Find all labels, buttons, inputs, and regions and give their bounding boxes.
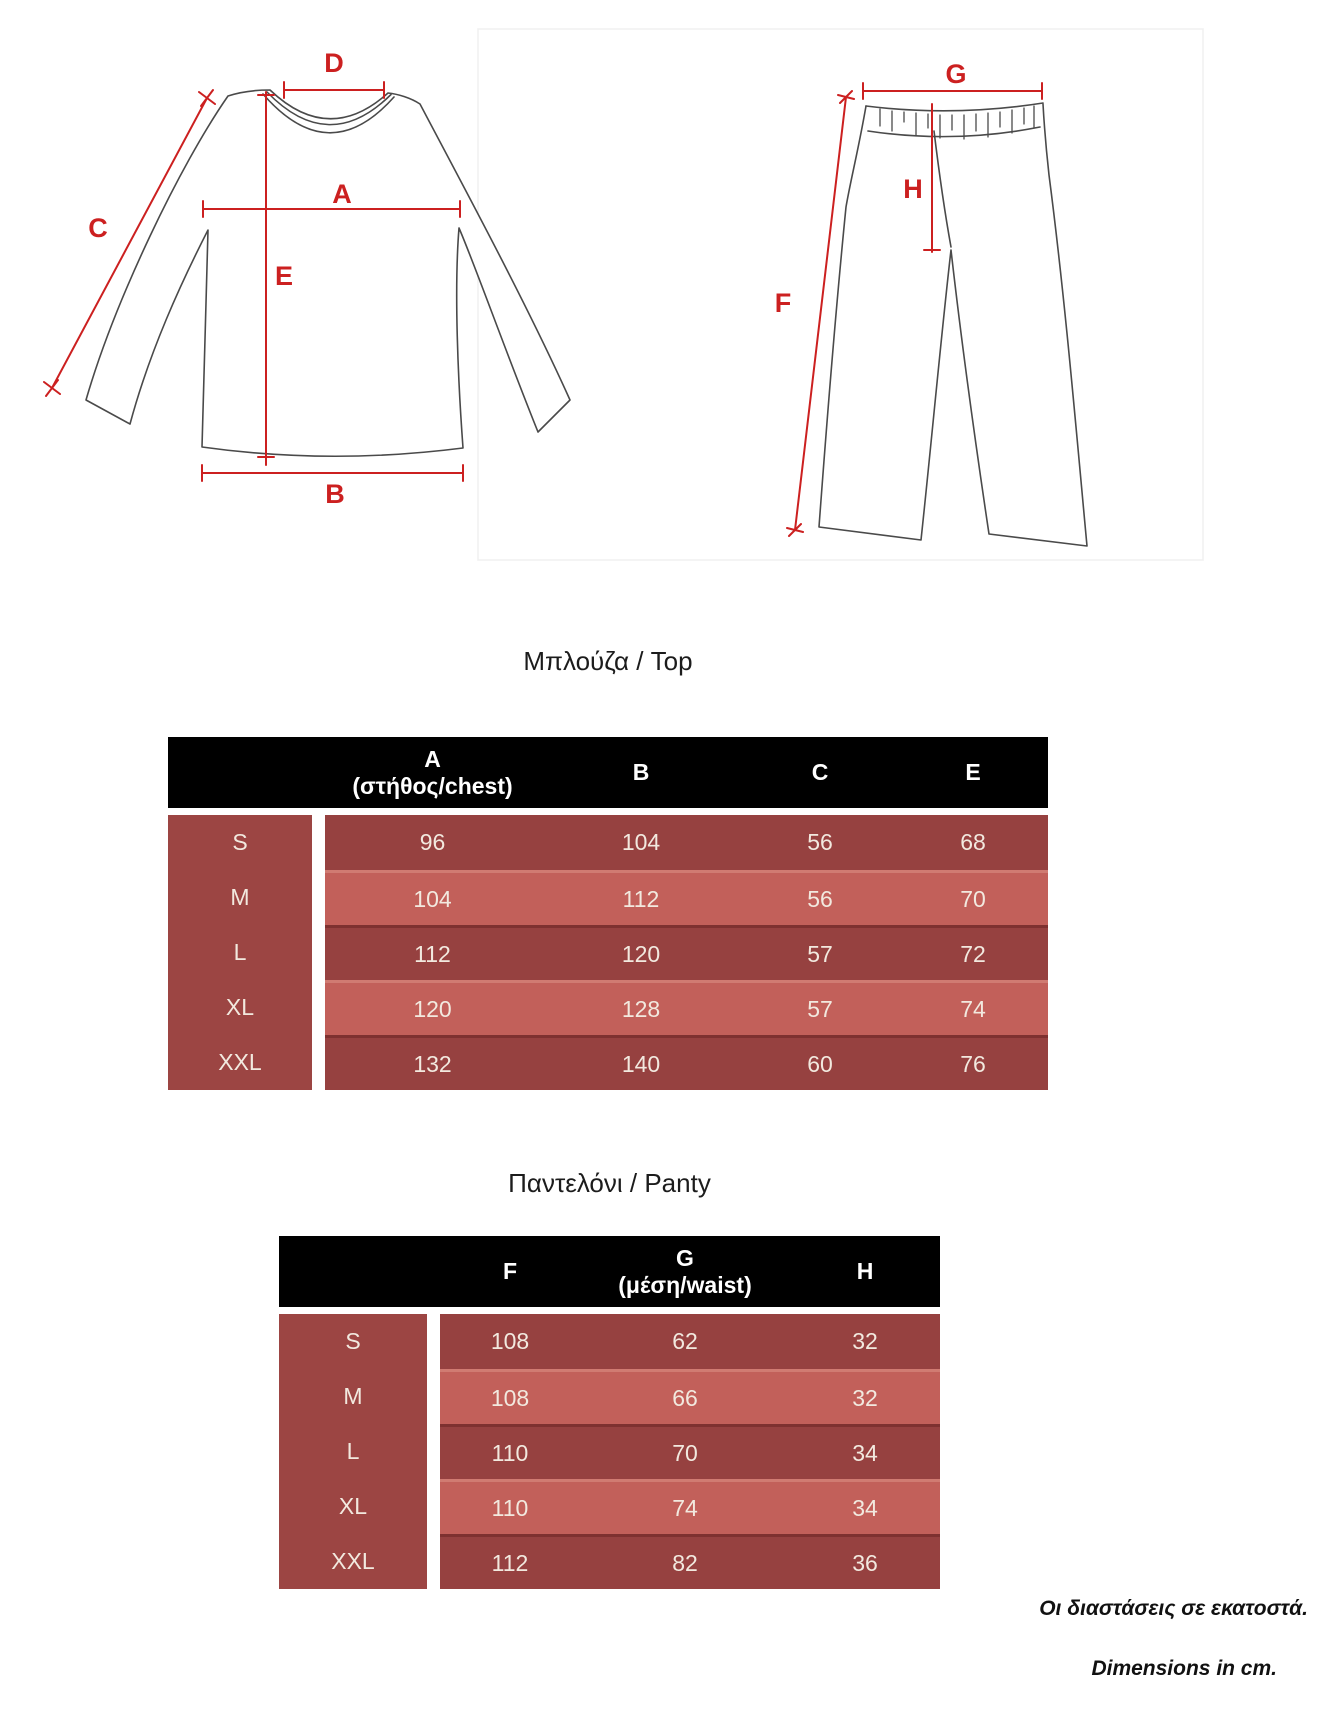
panty-size-table [279, 1236, 940, 1589]
cell-h: 36 [852, 1549, 878, 1576]
table-row [325, 870, 1048, 925]
measure-label-c: C [88, 213, 108, 243]
shirt-outline [86, 90, 570, 456]
cell-e: 68 [960, 829, 986, 855]
measure-line-d [284, 82, 384, 98]
top-header-col-a-sub: (στήθος/chest) [352, 772, 513, 799]
cell-c: 60 [807, 1050, 833, 1077]
measure-label-g: G [945, 59, 967, 89]
cell-a: 120 [413, 995, 452, 1022]
table-row [325, 980, 1048, 1035]
panty-table-title: Παντελόνι / Panty [508, 1168, 711, 1198]
garment-diagrams [0, 0, 1333, 660]
pants-outline [819, 104, 1087, 546]
top-header-col-a [325, 737, 540, 808]
cell-f: 110 [491, 1494, 529, 1521]
cell-b: 128 [621, 995, 661, 1022]
cell-h: 34 [852, 1494, 878, 1521]
cell-h: 32 [852, 1384, 878, 1411]
top-table-body [325, 815, 1048, 1090]
cell-f: 108 [490, 1384, 530, 1411]
cell-c: 57 [807, 940, 833, 967]
cell-a: 112 [414, 940, 451, 967]
cell-e: 70 [960, 885, 986, 912]
size-label: XL [225, 994, 255, 1020]
measure-label-e: E [274, 261, 294, 291]
panty-table-body [440, 1314, 940, 1589]
top-header-col-c [742, 737, 898, 808]
size-label: XXL [218, 1049, 262, 1075]
top-header-col-e [898, 737, 1048, 808]
table-row [440, 1479, 940, 1534]
cell-g: 82 [672, 1549, 698, 1576]
top-header-col-e-letter: E [965, 759, 981, 785]
measure-label-b: B [325, 479, 345, 509]
table-row [325, 1035, 1048, 1090]
cell-g: 74 [672, 1494, 698, 1521]
measure-label-f: F [774, 288, 792, 318]
cell-e: 74 [960, 995, 986, 1022]
cell-f: 112 [491, 1549, 529, 1576]
cell-h: 34 [852, 1439, 878, 1466]
cell-b: 120 [621, 940, 661, 967]
cell-e: 72 [960, 940, 986, 967]
table-row [440, 1314, 940, 1369]
panty-header-col-g-letter: G [676, 1244, 694, 1271]
panty-header-col-h-letter: H [856, 1258, 874, 1284]
cell-b: 104 [621, 829, 661, 855]
cell-a: 104 [413, 885, 452, 912]
size-label: S [345, 1328, 361, 1354]
cell-a: 96 [419, 829, 446, 855]
cell-c: 57 [807, 995, 833, 1022]
panty-table-header [279, 1236, 940, 1307]
top-table-header [168, 737, 1048, 808]
top-size-table [168, 737, 1048, 1090]
cell-f: 108 [490, 1328, 530, 1354]
cell-g: 62 [672, 1328, 698, 1354]
table-row [325, 925, 1048, 980]
cell-b: 112 [622, 885, 660, 912]
panty-header-col-g [580, 1236, 790, 1307]
cell-f: 110 [491, 1439, 529, 1466]
top-header-col-a-letter: A [424, 745, 441, 772]
top-size-column [168, 815, 312, 1090]
cell-c: 56 [807, 829, 833, 855]
cell-c: 56 [807, 885, 833, 912]
cell-g: 70 [672, 1439, 698, 1466]
cell-e: 76 [960, 1050, 986, 1077]
top-table-title: Μπλούζα / Top [523, 646, 693, 676]
cell-b: 140 [621, 1050, 661, 1077]
top-header-col-b [540, 737, 742, 808]
table-row [440, 1369, 940, 1424]
measure-label-a: A [332, 179, 352, 209]
table-row [440, 1424, 940, 1479]
panty-header-col-g-sub: (μέση/waist) [618, 1271, 752, 1298]
measure-label-d: D [324, 48, 344, 78]
panty-header-col-h [790, 1236, 940, 1307]
cell-h: 32 [852, 1328, 878, 1354]
size-label: M [343, 1383, 363, 1409]
size-label: L [346, 1438, 360, 1464]
table-row [325, 815, 1048, 870]
panty-header-col-f-letter: F [502, 1258, 518, 1284]
panty-header-col-f [440, 1236, 580, 1307]
size-label: S [232, 829, 248, 855]
size-label: XL [338, 1493, 368, 1519]
panty-size-column [279, 1314, 427, 1589]
dimensions-note-english: Dimensions in cm. [1091, 1657, 1277, 1680]
top-header-col-b-letter: B [632, 759, 650, 785]
size-label: XXL [331, 1548, 375, 1574]
top-header-col-c-letter: C [811, 759, 829, 785]
dimensions-note-greek: Οι διαστάσεις σε εκατοστά. [1039, 1597, 1308, 1620]
cell-a: 132 [413, 1050, 452, 1077]
size-label: L [233, 939, 247, 965]
measure-label-h: H [903, 174, 923, 204]
cell-g: 66 [672, 1384, 698, 1411]
table-row [440, 1534, 940, 1589]
size-label: M [230, 884, 250, 910]
